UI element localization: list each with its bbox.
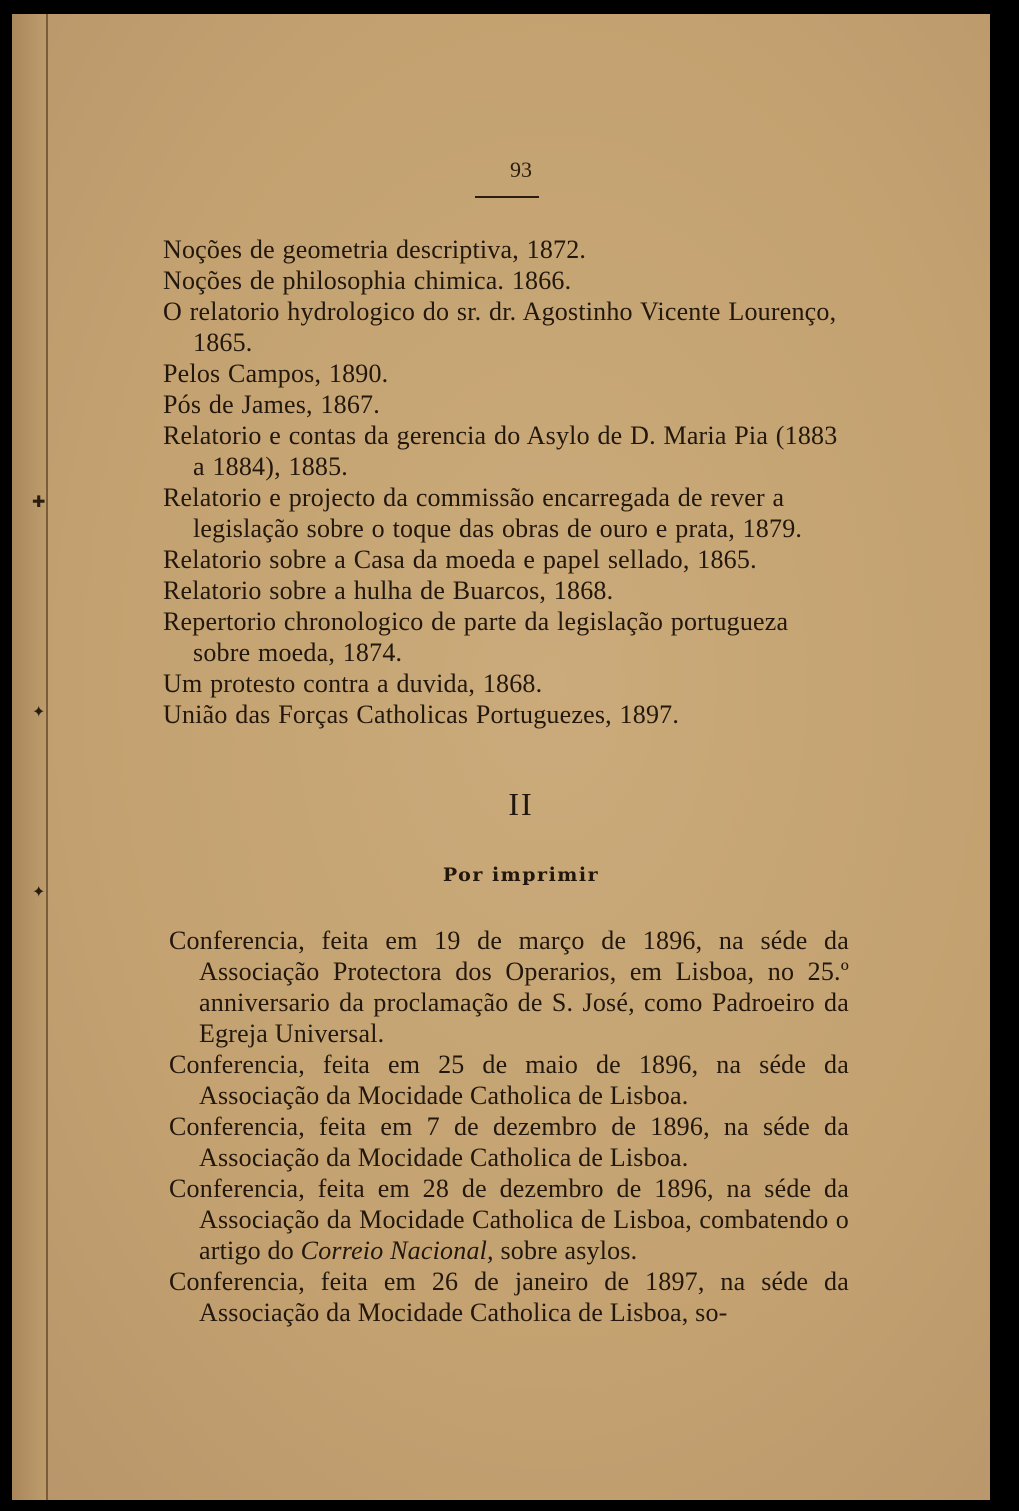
- header-rule: [475, 196, 539, 198]
- page-binding-edge: [12, 14, 48, 1500]
- list-item: Relatorio sobre a hulha de Buarcos, 1868.: [163, 576, 614, 605]
- newspaper-title: Correio Nacional,: [300, 1236, 494, 1265]
- list-item: Repertorio chronologico de parte da legislação portugueza sobre moeda, 1874.: [163, 607, 789, 667]
- list-item: Relatorio e projecto da commissão encarregada de rever a legislação sobre o toque das obras de ouro e prata, 1879.: [163, 483, 803, 543]
- list-item: Pelos Campos, 1890.: [163, 359, 389, 388]
- list-item: União das Forças Catholicas Portuguezes, 1897.: [163, 700, 680, 729]
- list-item: Pós de James, 1867.: [163, 390, 380, 419]
- published-works-list: [163, 234, 843, 730]
- list-item: Conferencia, feita em 25 de maio de 1896, na séde da Associação da Mocidade Catholica de Lisboa.: [169, 1050, 849, 1110]
- list-item: Relatorio sobre a Casa da moeda e papel sellado, 1865.: [163, 545, 757, 574]
- list-item-text-start: Conferencia, feita em 28 de dezembro de 1896, na séde da Associação da Mocidade Catholica de Lisboa, combatendo o artigo do: [169, 1174, 849, 1265]
- list-item: Relatorio e contas da gerencia do Asylo de D. Maria Pia (1883 a 1884), 1885.: [163, 421, 838, 481]
- section-title: Por imprimir: [442, 864, 600, 886]
- list-item: Noções de philosophia chimica. 1866.: [163, 266, 572, 295]
- margin-diamond-mark: ✦: [32, 702, 46, 721]
- margin-diamond-mark-lower: ✦: [32, 882, 46, 901]
- list-item: Um protesto contra a duvida, 1868.: [163, 669, 543, 698]
- page-number: 93: [510, 157, 532, 182]
- book-page: [12, 14, 990, 1500]
- list-item: Conferencia, feita em 26 de janeiro de 1897, na séde da Associação da Mocidade Catholica de Lisboa, so-: [169, 1267, 849, 1327]
- list-item: O relatorio hydrologico do sr. dr. Agostinho Vicente Lourenço, 1865.: [163, 297, 837, 357]
- list-item: Conferencia, feita em 7 de dezembro de 1896, na séde da Associação da Mocidade Catholica de Lisboa.: [169, 1112, 849, 1172]
- list-item: Noções de geometria descriptiva, 1872.: [163, 235, 587, 264]
- list-item: [169, 1173, 849, 1266]
- unpublished-works-list: [169, 925, 849, 1328]
- list-item-text-end: sobre asylos.: [493, 1236, 638, 1265]
- margin-cross-mark: ✚: [32, 492, 46, 511]
- section-numeral: II: [508, 786, 534, 822]
- list-item: Conferencia, feita em 19 de março de 1896, na séde da Associação Protectora dos Operarios, em Lisboa, no 25.º anniversario da proclamação de S. José, como Padroeiro da Egreja Universal.: [169, 926, 849, 1048]
